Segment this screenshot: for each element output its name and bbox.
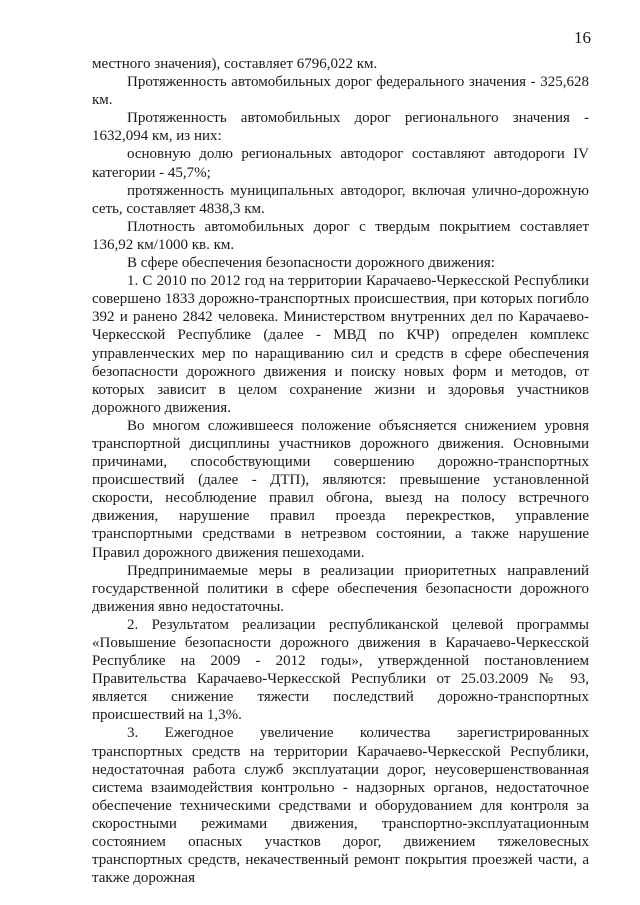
paragraph-causes: Во многом сложившееся положение объясняется снижением уровня транспортной дисциплины участников дорожного движения. Основными причинами, способствующими совершению дорожно-транспортных происшествий (далее - ДТП), являются: превышение установленной скорости, несоблюдение правил обгона, выезд на полосу встречного движения, нарушение правил проезда перекрестков, управление транспортными средствами в нетрезвом состоянии, а также нарушение Правил дорожного движения пешеходами. — [92, 417, 589, 561]
body-text — [92, 55, 589, 887]
paragraph-federal-roads: Протяженность автомобильных дорог федерального значения - 325,628 км. — [92, 74, 589, 109]
paragraph-item-1: 1. С 2010 по 2012 год на территории Карачаево-Черкесской Республики совершено 1833 дорожно-транспортных происшествия, при которых погибло 392 и ранено 2842 человека. Министерством внутренних дел по Карачаево-Черкесской Республике (далее - МВД по КЧР) определен комплекс управленческих мер по наращиванию сил и средств в сфере обеспечения безопасности дорожного движения и поиску новых форм и методов, от которых зависит в целом сохранение жизни и здоровья участников дорожного движения. — [92, 273, 589, 416]
paragraph-regional-roads: Протяженность автомобильных дорог регионального значения - 1632,094 км, из них: — [92, 110, 589, 145]
page-number: 16 — [574, 28, 591, 47]
paragraph-continuation: местного значения), составляет 6796,022 км. — [92, 56, 378, 72]
paragraph-municipal-roads: протяженность муниципальных автодорог, включая улично-дорожную сеть, составляет 4838,3 км. — [92, 182, 589, 217]
paragraph-road-density: Плотность автомобильных дорог с твердым покрытием составляет 136,92 км/1000 кв. км. — [92, 218, 589, 253]
paragraph-category-iv: основную долю региональных автодорог составляют автодороги IV категории - 45,7%; — [92, 146, 589, 181]
paragraph-item-2: 2. Результатом реализации республиканской целевой программы «Повышение безопасности дорожного движения в Карачаево-Черкесской Республике на 2009 - 2012 годы», утвержденной постановлением Правительства Карачаево-Черкесской Республики от 25.03.2009 № 93, является снижение тяжести последствий дорожно-транспортных происшествий на 1,3%. — [92, 616, 589, 724]
paragraph-measures: Предпринимаемые меры в реализации приоритетных направлений государственной политики в сфере обеспечения безопасности дорожного движения явно недостаточны. — [92, 562, 589, 615]
paragraph-safety-heading: В сфере обеспечения безопасности дорожного движения: — [127, 255, 495, 272]
paragraph-item-3: 3. Ежегодное увеличение количества зарегистрированных транспортных средств на территории Карачаево-Черкесской Республики, недостаточная работа служб эксплуатации дорог, неусовершенствованная система взаимодействия контрольно - надзорных органов, недостаточное обеспечение техническими средствами и оборудованием для контроля за скоростными режимами движения, транспортно-эксплуатационным состоянием опасных участков дорог, движением тяжеловесных транспортных средств, некачественный ремонт покрытия проезжей части, а также дорожная — [92, 725, 589, 887]
